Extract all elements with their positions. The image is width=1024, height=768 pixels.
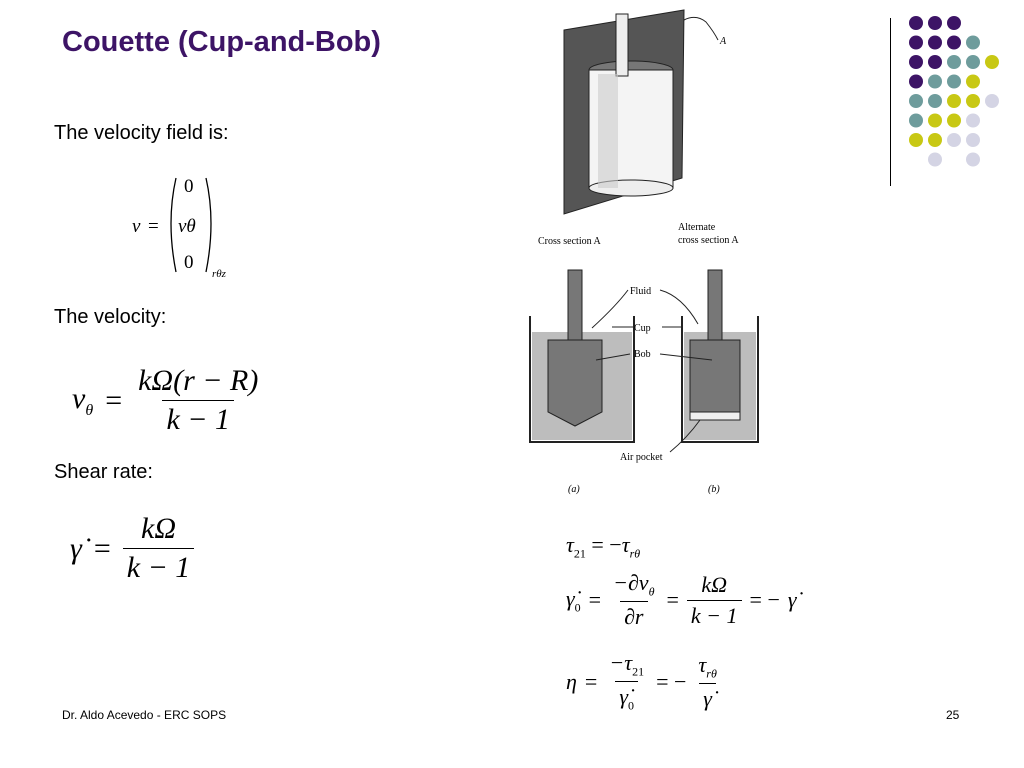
cross-section-label: Cross section A xyxy=(538,236,601,247)
decor-dot xyxy=(928,153,942,167)
label-a: A xyxy=(720,36,727,47)
decor-dot xyxy=(909,16,923,30)
decor-dot xyxy=(947,16,961,30)
page-number: 25 xyxy=(946,708,960,722)
cross-section-figure xyxy=(522,216,782,496)
decor-dot xyxy=(909,55,923,69)
decor-dot xyxy=(947,94,961,108)
velocity-equation: $v_\theta$ = $\frac{k\Omega(r - R)}{k - 1}$ xyxy=(72,364,259,436)
label-a-caption: (a) xyxy=(568,484,580,495)
alternate-label-1: Alternate xyxy=(678,222,716,233)
decor-dot xyxy=(966,75,980,89)
label-b-caption: (b) xyxy=(708,484,720,495)
decor-dot xyxy=(966,133,980,147)
decor-dot xyxy=(947,36,961,50)
cup-label: Cup xyxy=(634,323,651,334)
velocity-label: The velocity: xyxy=(54,306,167,328)
decor-dot xyxy=(985,55,999,69)
decor-dot xyxy=(947,133,961,147)
decor-dot xyxy=(909,133,923,147)
decor-dot xyxy=(966,114,980,128)
velocity-field-label: The velocity field is: xyxy=(54,122,229,144)
cup-and-bob-3d-figure xyxy=(556,8,756,218)
decor-dot xyxy=(966,94,980,108)
eta-equation: η = $\frac{-\tau_{21}}{\gammȧ_0}$ = − $\frac{\tau_{r\theta}}{\gammȧ}$ xyxy=(566,650,717,713)
vector-entry-3: 0 xyxy=(184,252,194,273)
air-pocket-label: Air pocket xyxy=(620,452,663,463)
footer-author: Dr. Aldo Acevedo - ERC SOPS xyxy=(62,708,227,722)
decor-dot xyxy=(928,36,942,50)
decor-dot xyxy=(966,55,980,69)
bob-label: Bob xyxy=(634,349,651,360)
shear-rate-equation: γ̇ = $\frac{k\Omega}{k - 1}$ xyxy=(70,512,194,585)
decor-dot xyxy=(947,75,961,89)
decor-dot xyxy=(909,36,923,50)
vector-entry-1: 0 xyxy=(184,176,194,197)
slide-title: Couette (Cup-and-Bob) xyxy=(62,26,381,58)
tau-equation: $\tau_{21} = -\tau_{r\theta}$ xyxy=(566,532,641,561)
vector-entry-2: vθ xyxy=(178,216,196,237)
decor-dot xyxy=(928,133,942,147)
decor-dot xyxy=(947,55,961,69)
decor-dot xyxy=(909,75,923,89)
decor-dot xyxy=(985,94,999,108)
decor-dot xyxy=(966,153,980,167)
alternate-label-2: cross section A xyxy=(678,235,739,246)
decor-dot xyxy=(909,94,923,108)
fluid-label: Fluid xyxy=(630,286,652,297)
decor-dot xyxy=(928,75,942,89)
vector-lhs: v xyxy=(132,216,141,237)
velocity-vector-equation: v = 0 vθ 0 rθz xyxy=(128,172,248,284)
decorative-dot-grid xyxy=(906,12,1016,172)
divider-line xyxy=(890,18,891,186)
gamma0-equation: $\gammȧ_0$ = $\frac{-\partial v_\theta}{\partial r}$ = $\frac{k\Omega}{k - 1}$ = − γ̇ xyxy=(566,570,797,630)
vector-subscript: rθz xyxy=(212,268,226,280)
shear-rate-label: Shear rate: xyxy=(54,461,153,483)
decor-dot xyxy=(928,16,942,30)
decor-dot xyxy=(966,36,980,50)
decor-dot xyxy=(909,114,923,128)
decor-dot xyxy=(928,94,942,108)
decor-dot xyxy=(947,114,961,128)
decor-dot xyxy=(928,114,942,128)
decor-dot xyxy=(928,55,942,69)
